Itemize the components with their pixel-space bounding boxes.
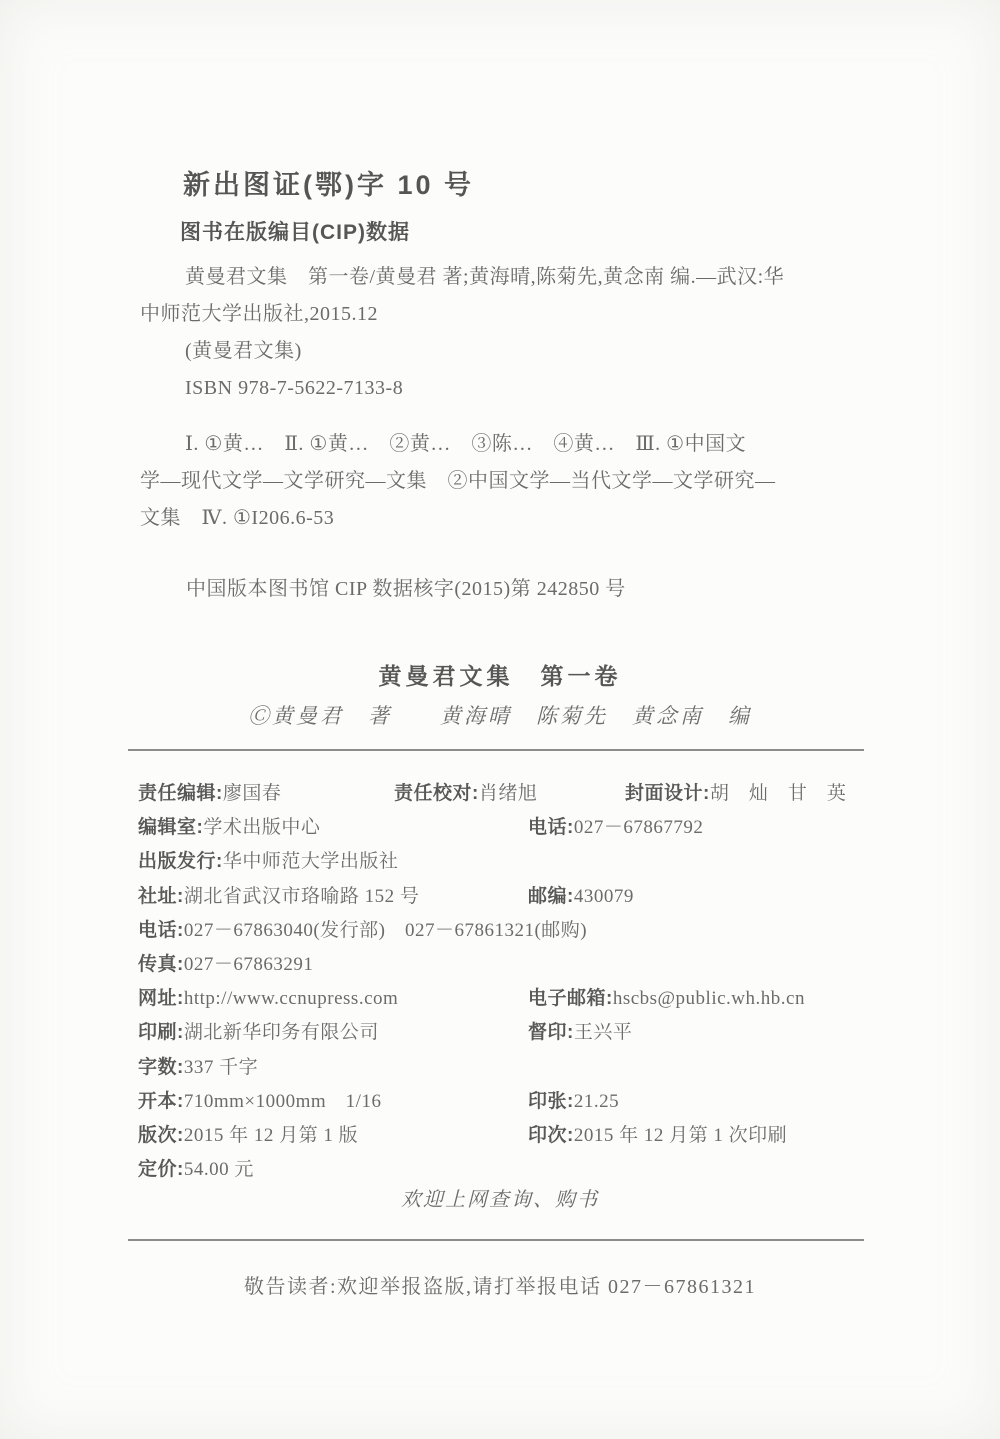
field-value: hscbs@public.wh.hb.cn	[612, 988, 805, 1009]
cip-entry-series: (黄曼君文集)	[185, 340, 302, 362]
field-label: 印张:	[528, 1091, 574, 1112]
cip-entry-line-2: 中师范大学出版社,2015.12	[140, 303, 378, 325]
classification-paragraph	[140, 426, 880, 537]
field-label: 电子邮箱:	[528, 988, 613, 1009]
field-cover-design	[625, 778, 846, 805]
field-publisher	[138, 846, 398, 873]
cip-entry-line-1: 黄曼君文集 第一卷/黄曼君 著;黄海晴,陈菊先,黄念南 编.—武汉:华	[185, 266, 785, 288]
field-print-supervisor	[528, 1017, 632, 1044]
book-title: 黄曼君文集 第一卷	[378, 663, 622, 689]
colophon-row-printer	[138, 1017, 868, 1047]
field-label: 电话:	[138, 920, 184, 941]
field-impression	[528, 1120, 787, 1147]
colophon-row-phone	[138, 915, 868, 945]
field-value: 湖北省武汉市珞喻路 152 号	[183, 886, 420, 907]
isbn-line: ISBN 978-7-5622-7133-8	[185, 377, 404, 399]
cip-record-number-line: 中国版本图书馆 CIP 数据核字(2015)第 242850 号	[186, 578, 626, 600]
field-value: 廖国春	[222, 783, 282, 804]
field-email	[528, 983, 805, 1010]
field-label: 责任校对:	[394, 783, 479, 804]
field-website	[138, 983, 398, 1010]
field-label: 编辑室:	[138, 817, 204, 838]
field-label: 定价:	[138, 1159, 184, 1180]
colophon-row-publisher	[138, 846, 868, 876]
classification-line-3: 文集 Ⅳ. ①I206.6-53	[140, 507, 335, 529]
field-value: 华中师范大学出版社	[222, 851, 399, 872]
field-editorial-office	[138, 812, 320, 839]
field-label: 印刷:	[138, 1022, 184, 1043]
colophon-row-edition	[138, 1120, 868, 1150]
field-value: 710mm×1000mm 1/16	[183, 1091, 382, 1112]
field-label: 印次:	[528, 1125, 574, 1146]
field-value: 027－67863291	[183, 954, 314, 975]
copyright-byline: Ⓒ黄曼君 著 黄海晴 陈菊先 黄念南 编	[248, 704, 752, 728]
field-label: 网址:	[138, 988, 184, 1009]
classification-line-1: Ⅰ. ①黄… Ⅱ. ①黄… ②黄… ③陈… ④黄… Ⅲ. ①中国文	[185, 433, 747, 455]
publication-permit-line: 新出图证(鄂)字 10 号	[183, 170, 475, 200]
field-label: 封面设计:	[625, 783, 710, 804]
field-value: 2015 年 12 月第 1 版	[183, 1125, 359, 1146]
cip-entry-paragraph	[140, 259, 880, 407]
field-edition	[138, 1120, 358, 1147]
field-value: 21.25	[573, 1091, 620, 1112]
field-value: 王兴平	[573, 1022, 633, 1043]
field-label: 版次:	[138, 1125, 184, 1146]
field-label: 出版发行:	[138, 851, 223, 872]
field-value: 54.00 元	[183, 1159, 254, 1180]
field-label: 电话:	[528, 817, 574, 838]
field-sheets	[528, 1086, 619, 1113]
field-value: 肖绪旭	[478, 783, 538, 804]
field-fax	[138, 949, 313, 976]
field-word-count	[138, 1052, 258, 1079]
field-label: 开本:	[138, 1091, 184, 1112]
field-value: 027－67863040(发行部) 027－67861321(邮购)	[183, 920, 588, 941]
field-value: 027－67867792	[573, 817, 704, 838]
field-label: 社址:	[138, 886, 184, 907]
colophon-row-fax	[138, 949, 868, 979]
colophon-row-word-count	[138, 1052, 868, 1082]
colophon-row-editor	[138, 778, 868, 808]
field-label: 字数:	[138, 1057, 184, 1078]
cip-data-header: 图书在版编目(CIP)数据	[180, 221, 410, 244]
field-printer	[138, 1017, 379, 1044]
classification-line-2: 学—现代文学—文学研究—文集 ②中国文学—当代文学—文学研究—	[140, 470, 776, 492]
field-value: 胡 灿 甘 英	[709, 783, 847, 804]
colophon-row-address	[138, 881, 868, 911]
field-label: 传真:	[138, 954, 184, 975]
welcome-line: 欢迎上网查询、购书	[401, 1189, 599, 1211]
field-proofreader	[394, 778, 537, 805]
field-label: 责任编辑:	[138, 783, 223, 804]
anti-piracy-notice: 敬告读者:欢迎举报盗版,请打举报电话 027－67861321	[243, 1276, 757, 1298]
field-price	[138, 1154, 254, 1181]
field-responsible-editor	[138, 778, 281, 805]
field-value: 430079	[573, 886, 634, 907]
divider-bottom	[128, 1239, 864, 1241]
divider-top	[128, 749, 864, 751]
field-postcode	[528, 881, 634, 908]
field-value: http://www.ccnupress.com	[183, 988, 399, 1009]
field-address	[138, 881, 419, 908]
field-phone	[138, 915, 587, 942]
colophon-row-editorial-office	[138, 812, 868, 842]
field-value: 2015 年 12 月第 1 次印刷	[573, 1125, 788, 1146]
colophon-row-price	[138, 1154, 868, 1184]
field-value: 湖北新华印务有限公司	[183, 1022, 379, 1043]
field-label: 督印:	[528, 1022, 574, 1043]
field-value: 337 千字	[183, 1057, 259, 1078]
field-label: 邮编:	[528, 886, 574, 907]
field-value: 学术出版中心	[203, 817, 321, 838]
field-format	[138, 1086, 381, 1113]
colophon-row-website	[138, 983, 868, 1013]
field-office-phone	[528, 812, 703, 839]
colophon-row-format	[138, 1086, 868, 1116]
